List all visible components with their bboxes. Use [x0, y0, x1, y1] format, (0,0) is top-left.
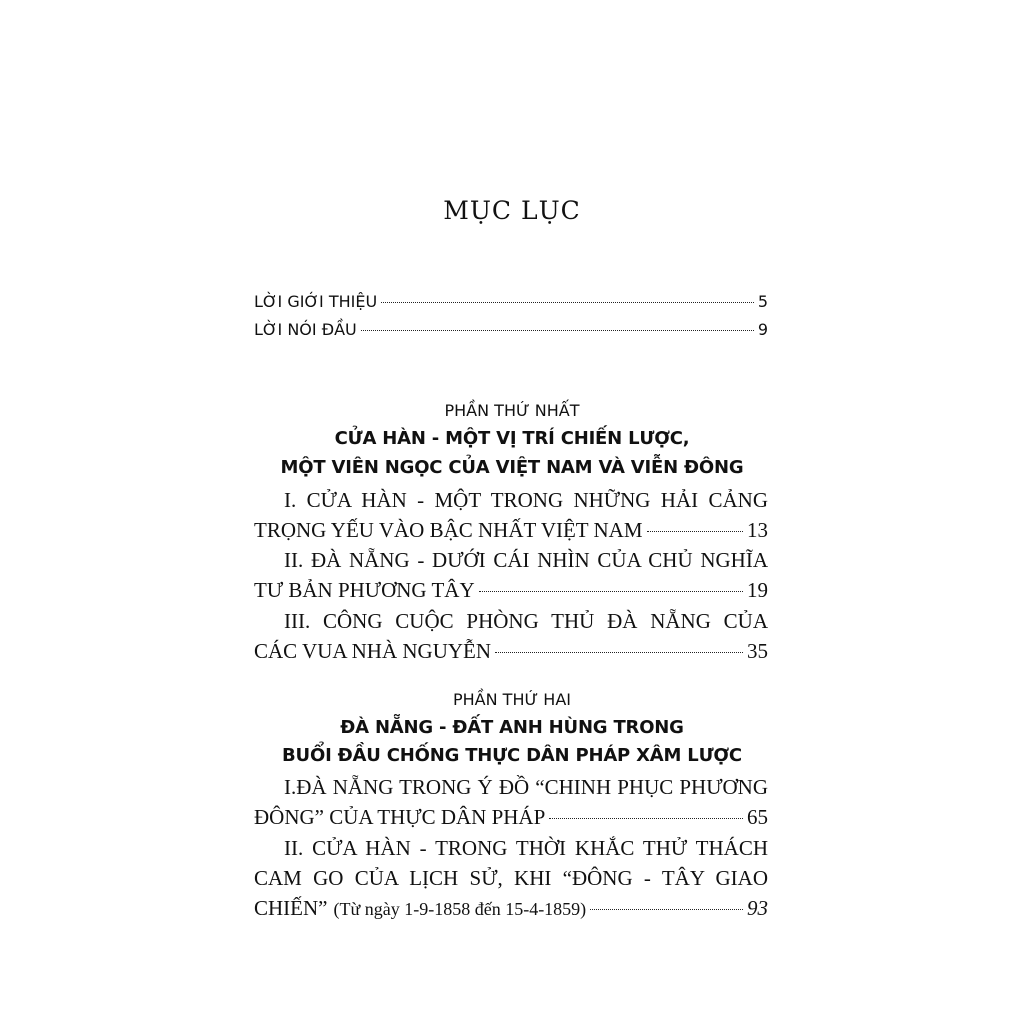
leader-dots	[647, 531, 743, 532]
part2-item1-line1[interactable]: I.ĐÀ NẴNG TRONG Ý ĐỒ “CHINH PHỤC PHƯƠNG	[284, 775, 768, 799]
leader-dots	[361, 330, 754, 331]
part1-item2-line2[interactable]	[254, 575, 768, 605]
part1-item3-line1[interactable]: III. CÔNG CUỘC PHÒNG THỦ ĐÀ NẴNG CỦA	[284, 609, 768, 633]
leader-dots	[479, 591, 743, 592]
toc-entry-label: CÁC VUA NHÀ NGUYỄN	[254, 639, 492, 663]
part1-item1-line2[interactable]	[254, 515, 768, 545]
toc-entry-loi-noi-dau[interactable]	[254, 320, 768, 344]
toc-entry-page: 35	[747, 639, 768, 663]
part2-title-line1: ĐÀ NẴNG - ĐẤT ANH HÙNG TRONG	[340, 717, 684, 738]
leader-dots	[590, 909, 743, 910]
leader-dots	[549, 818, 743, 819]
toc-entry-loi-gioi-thieu[interactable]	[254, 292, 768, 316]
toc-entry-page: 13	[747, 518, 768, 542]
toc-entry-label: LỜI GIỚI THIỆU	[254, 292, 378, 311]
part2-item1-line2[interactable]	[254, 802, 768, 832]
toc-entry-page: 19	[747, 578, 768, 602]
part2-item2-line1[interactable]: II. CỬA HÀN - TRONG THỜI KHẮC THỬ THÁCH	[284, 836, 768, 860]
toc-entry-page: 5	[757, 292, 768, 311]
page-title: MỤC LỤC	[443, 196, 581, 225]
part1-title-line2: MỘT VIÊN NGỌC CỦA VIỆT NAM VÀ VIỄN ĐÔNG	[280, 457, 744, 478]
toc-entry-page: 65	[747, 805, 768, 829]
part2-item2-line1b[interactable]: CAM GO CỦA LỊCH SỬ, KHI “ĐÔNG - TÂY GIAO	[254, 866, 768, 890]
part1-item2-line1[interactable]: II. ĐÀ NẴNG - DƯỚI CÁI NHÌN CỦA CHỦ NGHĨA	[284, 548, 768, 572]
toc-entry-page: 9	[757, 320, 768, 339]
toc-entry-label: TƯ BẢN PHƯƠNG TÂY	[254, 578, 475, 602]
toc-entry-label: LỜI NÓI ĐẦU	[254, 320, 357, 339]
toc-entry-label: TRỌNG YẾU VÀO BẬC NHẤT VIỆT NAM	[254, 518, 643, 542]
part1-item3-line2[interactable]	[254, 636, 768, 666]
toc-entry-label: ĐÔNG” CỦA THỰC DÂN PHÁP	[254, 805, 546, 829]
toc-entry-page: 93	[747, 896, 768, 920]
part2-item2-line2[interactable]	[254, 893, 768, 924]
leader-dots	[495, 652, 743, 653]
part2-label: PHẦN THỨ HAI	[453, 690, 571, 709]
toc-entry-label: CHIẾN”	[254, 896, 328, 920]
part1-title-line1: CỬA HÀN - MỘT VỊ TRÍ CHIẾN LƯỢC,	[334, 428, 690, 449]
part2-title-line2: BUỔI ĐẦU CHỐNG THỰC DÂN PHÁP XÂM LƯỢC	[282, 745, 742, 766]
toc-entry-date-range: (Từ ngày 1-9-1858 đến 15-4-1859)	[333, 899, 587, 919]
leader-dots	[381, 302, 754, 303]
part1-item1-line1[interactable]: I. CỬA HÀN - MỘT TRONG NHỮNG HẢI CẢNG	[284, 488, 768, 512]
part1-label: PHẦN THỨ NHẤT	[444, 401, 580, 420]
